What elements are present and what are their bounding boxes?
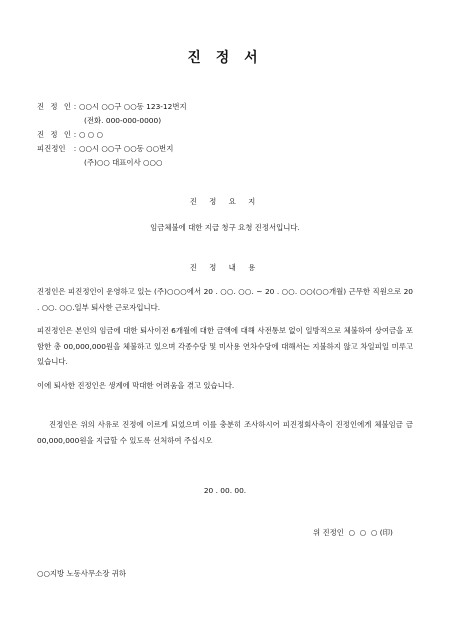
respondent-company: (주)○○ 대표이사 ○○○ (84, 158, 163, 167)
content-paragraph-2: 피진정인은 본인의 임금에 대한 퇴사이전 6개월에 대한 금액에 대해 사전통보 없이 일방적으로 체불하여 상여금을 포함한 총 00,000,000원을 체불하고 있으며 각종수당 및 미사용 연차수당에 대해서는 지불하지 않고 차일피일 미루고 있습니다. (37, 326, 413, 366)
content-paragraph-3: 이에 퇴사한 진정인은 생계에 막대한 어려움을 겪고 있습니다. (37, 381, 235, 390)
petitioner-name: ○ ○ ○ (79, 130, 104, 139)
petitioner-name-label: 진 정 인 (37, 130, 71, 139)
petitioner-phone: (전화. 000-000-0000) (84, 116, 162, 125)
respondent-address-line (37, 143, 173, 154)
colon: : (73, 130, 77, 139)
petitioner-address-line (37, 101, 187, 112)
petitioner-address: ○○시 ○○구 ○○동 123-12번지 (79, 102, 187, 111)
colon: : (73, 102, 77, 111)
section-heading-content: 진 정 내 용 (189, 263, 261, 272)
document-title: 진 정 서 (187, 50, 263, 66)
petitioner-label: 진 정 인 (37, 102, 71, 111)
respondent-label: 피진정인 (37, 144, 66, 153)
respondent-address: ○○시 ○○구 ○○동 ○○번지 (79, 144, 174, 153)
petitioner-name-line (37, 129, 103, 140)
content-paragraph-1: 진정인은 피진정인이 운영하고 있는 (주)○○○에서 20 . ○○. ○○. ~ 20 . ○○. ○○(○○개월) 근무한 직원으로 20 . ○○. ○○.일부 퇴사한 근로자입니다. (37, 287, 413, 312)
signature-line: 위 진정인 ○ ○ ○ (印) (313, 528, 393, 537)
colon: : (73, 144, 77, 153)
addressee: ○○지방 노동사무소장 귀하 (37, 569, 126, 578)
content-paragraph-4: 진정인은 위의 사유로 진정에 이르게 되었으며 이를 충분히 조사하시어 피진정회사측이 진정인에게 체불임금 금 00,000,000원을 지급할 수 있도록 선처하여 주십시오 (37, 420, 413, 445)
section-heading-summary: 진 정 요 지 (189, 197, 261, 206)
summary-text: 임금체불에 대한 지급 청구 요청 진정서입니다. (150, 223, 300, 232)
document-date: 20 . 00. 00. (203, 486, 247, 495)
